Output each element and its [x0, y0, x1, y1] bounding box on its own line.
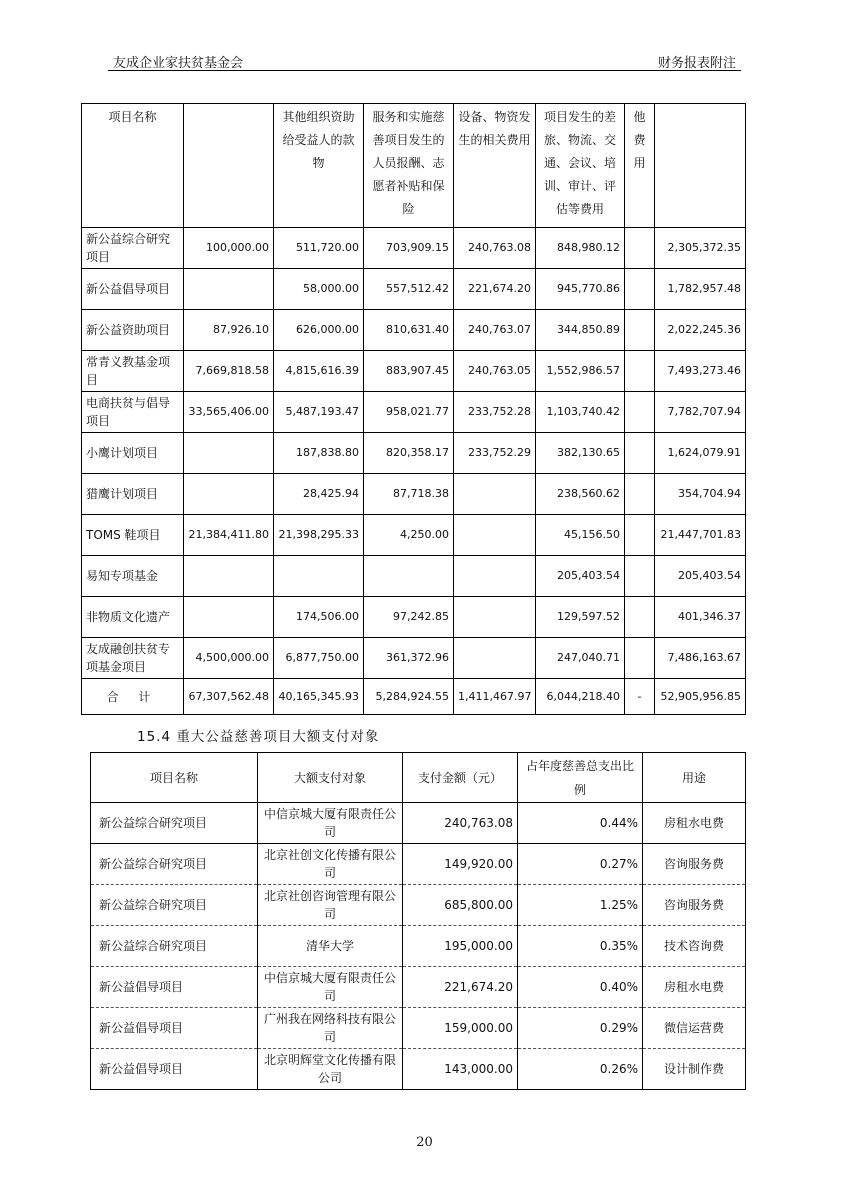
ratio-cell: 1.25% — [518, 885, 643, 926]
payee-cell: 中信京城大厦有限责任公司 — [258, 967, 403, 1008]
ratio-cell: 0.40% — [518, 967, 643, 1008]
amount-cell — [364, 556, 454, 597]
amount-cell: 205,403.54 — [536, 556, 625, 597]
col-header: 设备、物资发生的相关费用 — [454, 104, 536, 228]
table-row — [91, 885, 746, 926]
amount-cell: 958,021.77 — [364, 392, 454, 433]
payee-cell: 广州我在网络科技有限公司 — [258, 1008, 403, 1049]
amount-cell: 382,130.65 — [536, 433, 625, 474]
table-row — [91, 803, 746, 844]
amount-cell: 2,022,245.36 — [655, 310, 746, 351]
amount-cell: 7,669,818.58 — [184, 351, 274, 392]
table-row — [82, 474, 746, 515]
amount-cell — [625, 515, 655, 556]
header-rule — [108, 70, 741, 71]
amount-cell — [625, 351, 655, 392]
total-cell: - — [625, 679, 655, 715]
amount-cell: 240,763.07 — [454, 310, 536, 351]
amount-cell: 626,000.00 — [274, 310, 364, 351]
amount-cell: 1,624,079.91 — [655, 433, 746, 474]
purpose-cell: 房租水电费 — [643, 967, 746, 1008]
amount-cell: 401,346.37 — [655, 597, 746, 638]
col-header: 项目名称 — [91, 753, 258, 803]
total-cell: 1,411,467.97 — [454, 679, 536, 715]
col-header: 他费用 — [625, 104, 655, 228]
amount-cell: 97,242.85 — [364, 597, 454, 638]
amount-cell: 344,850.89 — [536, 310, 625, 351]
col-header: 项目发生的差旅、物流、交通、会议、培训、审计、评估等费用 — [536, 104, 625, 228]
amount-cell — [625, 228, 655, 269]
col-header: 大额支付对象 — [258, 753, 403, 803]
amount-cell: 557,512.42 — [364, 269, 454, 310]
amount-cell: 58,000.00 — [274, 269, 364, 310]
amount-cell: 129,597.52 — [536, 597, 625, 638]
amount-cell: 7,782,707.94 — [655, 392, 746, 433]
project-name-cell: TOMS 鞋项目 — [82, 515, 184, 556]
amount-cell: 21,398,295.33 — [274, 515, 364, 556]
ratio-cell: 0.29% — [518, 1008, 643, 1049]
ratio-cell: 0.27% — [518, 844, 643, 885]
table-row — [82, 310, 746, 351]
table-row — [82, 597, 746, 638]
ratio-cell: 0.26% — [518, 1049, 643, 1090]
amount-cell: 1,552,986.57 — [536, 351, 625, 392]
table-row — [82, 556, 746, 597]
table-header-row — [82, 104, 746, 228]
amount-cell — [454, 597, 536, 638]
project-name-cell: 新公益综合研究项目 — [91, 803, 258, 844]
amount-cell: 354,704.94 — [655, 474, 746, 515]
amount-cell: 240,763.08 — [403, 803, 518, 844]
amount-cell: 195,000.00 — [403, 926, 518, 967]
amount-cell: 810,631.40 — [364, 310, 454, 351]
amount-cell — [184, 433, 274, 474]
table-row — [91, 967, 746, 1008]
page-number: 20 — [416, 1135, 433, 1150]
amount-cell: 100,000.00 — [184, 228, 274, 269]
amount-cell — [625, 433, 655, 474]
amount-cell: 233,752.28 — [454, 392, 536, 433]
amount-cell: 174,506.00 — [274, 597, 364, 638]
project-name-cell: 非物质文化遗产 — [82, 597, 184, 638]
expense-breakdown-table — [81, 103, 746, 715]
total-cell: 5,284,924.55 — [364, 679, 454, 715]
amount-cell: 238,560.62 — [536, 474, 625, 515]
project-name-cell: 猎鹰计划项目 — [82, 474, 184, 515]
total-cell: 67,307,562.48 — [184, 679, 274, 715]
amount-cell — [625, 474, 655, 515]
project-name-cell: 常青义教基金项目 — [82, 351, 184, 392]
amount-cell — [184, 474, 274, 515]
amount-cell: 205,403.54 — [655, 556, 746, 597]
amount-cell: 240,763.05 — [454, 351, 536, 392]
amount-cell: 233,752.29 — [454, 433, 536, 474]
purpose-cell: 咨询服务费 — [643, 844, 746, 885]
total-cell: 40,165,345.93 — [274, 679, 364, 715]
amount-cell — [625, 638, 655, 679]
amount-cell: 820,358.17 — [364, 433, 454, 474]
amount-cell: 33,565,406.00 — [184, 392, 274, 433]
col-header: 项目名称 — [82, 104, 184, 228]
amount-cell: 87,926.10 — [184, 310, 274, 351]
amount-cell: 87,718.38 — [364, 474, 454, 515]
amount-cell: 511,720.00 — [274, 228, 364, 269]
ratio-cell: 0.35% — [518, 926, 643, 967]
project-name-cell: 新公益倡导项目 — [91, 967, 258, 1008]
amount-cell: 21,384,411.80 — [184, 515, 274, 556]
amount-cell: 221,674.20 — [403, 967, 518, 1008]
payee-cell: 北京明辉堂文化传播有限公司 — [258, 1049, 403, 1090]
col-header: 支付金额（元） — [403, 753, 518, 803]
purpose-cell: 咨询服务费 — [643, 885, 746, 926]
purpose-cell: 设计制作费 — [643, 1049, 746, 1090]
table-header-row — [91, 753, 746, 803]
amount-cell — [625, 269, 655, 310]
col-header: 用途 — [643, 753, 746, 803]
col-header: 占年度慈善总支出比例 — [518, 753, 643, 803]
table-row — [91, 1008, 746, 1049]
table-row — [91, 844, 746, 885]
amount-cell — [454, 515, 536, 556]
amount-cell — [184, 269, 274, 310]
total-label: 合 计 — [82, 679, 184, 715]
amount-cell: 149,920.00 — [403, 844, 518, 885]
amount-cell — [625, 597, 655, 638]
total-cell: 52,905,956.85 — [655, 679, 746, 715]
amount-cell — [454, 556, 536, 597]
purpose-cell: 微信运营费 — [643, 1008, 746, 1049]
amount-cell: 1,103,740.42 — [536, 392, 625, 433]
amount-cell: 4,500,000.00 — [184, 638, 274, 679]
amount-cell — [625, 392, 655, 433]
project-name-cell: 友成融创扶贫专项基金项目 — [82, 638, 184, 679]
amount-cell — [625, 556, 655, 597]
amount-cell: 159,000.00 — [403, 1008, 518, 1049]
amount-cell — [454, 638, 536, 679]
total-row — [82, 679, 746, 715]
table-row — [82, 228, 746, 269]
amount-cell: 45,156.50 — [536, 515, 625, 556]
amount-cell: 361,372.96 — [364, 638, 454, 679]
amount-cell: 7,486,163.67 — [655, 638, 746, 679]
project-name-cell: 新公益综合研究项目 — [91, 926, 258, 967]
amount-cell: 2,305,372.35 — [655, 228, 746, 269]
col-header: 其他组织资助给受益人的款物 — [274, 104, 364, 228]
amount-cell — [274, 556, 364, 597]
amount-cell: 7,493,273.46 — [655, 351, 746, 392]
amount-cell: 1,782,957.48 — [655, 269, 746, 310]
table-row — [82, 392, 746, 433]
col-header — [184, 104, 274, 228]
amount-cell: 6,877,750.00 — [274, 638, 364, 679]
payee-cell: 北京社创咨询管理有限公司 — [258, 885, 403, 926]
amount-cell: 883,907.45 — [364, 351, 454, 392]
purpose-cell: 房租水电费 — [643, 803, 746, 844]
amount-cell — [184, 556, 274, 597]
col-header — [655, 104, 746, 228]
amount-cell: 28,425.94 — [274, 474, 364, 515]
ratio-cell: 0.44% — [518, 803, 643, 844]
project-name-cell: 新公益倡导项目 — [82, 269, 184, 310]
project-name-cell: 新公益倡导项目 — [91, 1008, 258, 1049]
table-row — [91, 1049, 746, 1090]
payee-cell: 清华大学 — [258, 926, 403, 967]
table-row — [82, 433, 746, 474]
table-row — [82, 638, 746, 679]
amount-cell: 848,980.12 — [536, 228, 625, 269]
project-name-cell: 小鹰计划项目 — [82, 433, 184, 474]
project-name-cell: 新公益倡导项目 — [91, 1049, 258, 1090]
amount-cell — [454, 474, 536, 515]
amount-cell: 187,838.80 — [274, 433, 364, 474]
table-row — [82, 515, 746, 556]
project-name-cell: 新公益综合研究项目 — [91, 844, 258, 885]
project-name-cell: 易知专项基金 — [82, 556, 184, 597]
purpose-cell: 技术咨询费 — [643, 926, 746, 967]
amount-cell: 143,000.00 — [403, 1049, 518, 1090]
amount-cell — [184, 597, 274, 638]
total-cell: 6,044,218.40 — [536, 679, 625, 715]
amount-cell: 21,447,701.83 — [655, 515, 746, 556]
amount-cell: 945,770.86 — [536, 269, 625, 310]
payee-cell: 北京社创文化传播有限公司 — [258, 844, 403, 885]
payee-cell: 中信京城大厦有限责任公司 — [258, 803, 403, 844]
amount-cell: 703,909.15 — [364, 228, 454, 269]
amount-cell: 221,674.20 — [454, 269, 536, 310]
table-row — [82, 269, 746, 310]
section-title: 15.4 重大公益慈善项目大额支付对象 — [137, 729, 380, 745]
col-header: 服务和实施慈善项目发生的人员报酬、志愿者补贴和保险 — [364, 104, 454, 228]
project-name-cell: 新公益综合研究项目 — [91, 885, 258, 926]
amount-cell — [625, 310, 655, 351]
project-name-cell: 电商扶贫与倡导项目 — [82, 392, 184, 433]
project-name-cell: 新公益资助项目 — [82, 310, 184, 351]
project-name-cell: 新公益综合研究项目 — [82, 228, 184, 269]
amount-cell: 240,763.08 — [454, 228, 536, 269]
header-doc-title: 财务报表附注 — [657, 56, 736, 71]
amount-cell: 4,815,616.39 — [274, 351, 364, 392]
table-row — [82, 351, 746, 392]
amount-cell: 5,487,193.47 — [274, 392, 364, 433]
header-org-name: 友成企业家扶贫基金会 — [113, 56, 244, 71]
amount-cell: 4,250.00 — [364, 515, 454, 556]
table-row — [91, 926, 746, 967]
amount-cell: 685,800.00 — [403, 885, 518, 926]
large-payment-table — [90, 752, 746, 1090]
amount-cell: 247,040.71 — [536, 638, 625, 679]
